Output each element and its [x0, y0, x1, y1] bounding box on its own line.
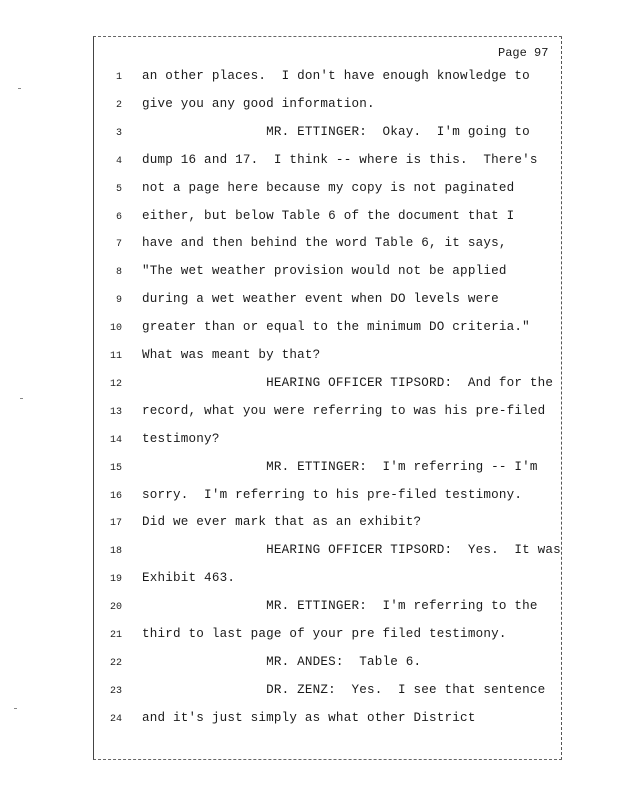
transcript-line: [0, 627, 618, 647]
line-text: either, but below Table 6 of the document that I: [142, 208, 515, 223]
transcript-line: [0, 599, 618, 619]
line-text: MR. ETTINGER: I'm referring to the: [142, 599, 538, 614]
line-text: record, what you were referring to was his pre-filed: [142, 403, 546, 418]
transcript-line: [0, 711, 618, 731]
line-number: 9: [115, 295, 122, 307]
transcript-line: [0, 404, 618, 424]
scan-speck: [20, 398, 23, 399]
line-number: 19: [109, 574, 122, 586]
line-text: and it's just simply as what other District: [142, 710, 476, 725]
transcript-line: [0, 655, 618, 675]
line-text: greater than or equal to the minimum DO criteria.": [142, 320, 530, 335]
line-text: "The wet weather provision would not be applied: [142, 264, 507, 279]
line-text: sorry. I'm referring to his pre-filed testimony.: [142, 487, 523, 502]
line-number: 2: [115, 99, 122, 111]
scan-speck: [14, 708, 17, 709]
line-number: 20: [109, 602, 122, 614]
transcript-line: [0, 264, 618, 284]
transcript-line: [0, 292, 618, 312]
line-number: 3: [115, 127, 122, 139]
line-number: 15: [109, 462, 122, 474]
transcript-line: [0, 432, 618, 452]
line-number: 23: [109, 685, 122, 697]
line-number: 12: [109, 378, 122, 390]
transcript-line: [0, 236, 618, 256]
line-number: 13: [109, 406, 122, 418]
page-number: Page 97: [498, 46, 549, 60]
line-text: have and then behind the word Table 6, it says,: [142, 236, 507, 251]
line-number: 7: [115, 239, 122, 251]
transcript-line: [0, 543, 618, 563]
line-text: Did we ever mark that as an exhibit?: [142, 515, 422, 530]
transcript-line: [0, 488, 618, 508]
line-number: 4: [115, 155, 122, 167]
line-text: MR. ETTINGER: I'm referring -- I'm: [142, 459, 538, 474]
transcript-line: [0, 209, 618, 229]
line-number: 5: [115, 183, 122, 195]
line-text: MR. ANDES: Table 6.: [142, 654, 422, 669]
line-text: DR. ZENZ: Yes. I see that sentence: [142, 682, 546, 697]
line-text: give you any good information.: [142, 96, 375, 111]
line-number: 1: [115, 72, 122, 83]
line-text: not a page here because my copy is not paginated: [142, 180, 515, 195]
transcript-line: [0, 181, 618, 201]
transcript-line: [0, 515, 618, 535]
line-number: 22: [109, 657, 122, 669]
transcript-line: [0, 97, 618, 117]
line-number: 17: [109, 518, 122, 530]
transcript-line: [0, 683, 618, 703]
line-number: 8: [115, 267, 122, 279]
transcript-line: [0, 376, 618, 396]
line-number: 6: [115, 211, 122, 223]
line-text: third to last page of your pre filed testimony.: [142, 627, 507, 641]
transcript-line: [0, 153, 618, 173]
scan-speck: [18, 88, 21, 89]
line-number: 18: [109, 546, 122, 558]
line-text: Exhibit 463.: [142, 571, 236, 586]
line-text: dump 16 and 17. I think -- where is this. There's: [142, 152, 538, 167]
line-number: 14: [109, 434, 122, 446]
line-text: an other places. I don't have enough knowledge to: [142, 69, 530, 83]
line-number: 10: [109, 323, 122, 335]
transcript-line: [0, 348, 618, 368]
line-text: testimony?: [142, 431, 220, 446]
transcript-line: [0, 69, 618, 89]
line-number: 16: [109, 490, 122, 502]
line-text: HEARING OFFICER TIPSORD: Yes. It was: [142, 543, 561, 558]
transcript-line: [0, 571, 618, 591]
transcript-line: [0, 460, 618, 480]
line-text: during a wet weather event when DO levels were: [142, 292, 499, 307]
transcript-line: [0, 320, 618, 340]
line-text: HEARING OFFICER TIPSORD: And for the: [142, 375, 554, 390]
line-number: 21: [109, 630, 122, 641]
transcript-line: [0, 125, 618, 145]
line-text: What was meant by that?: [142, 348, 321, 362]
line-number: 11: [109, 351, 122, 362]
line-text: MR. ETTINGER: Okay. I'm going to: [142, 124, 530, 139]
line-number: 24: [109, 713, 122, 725]
